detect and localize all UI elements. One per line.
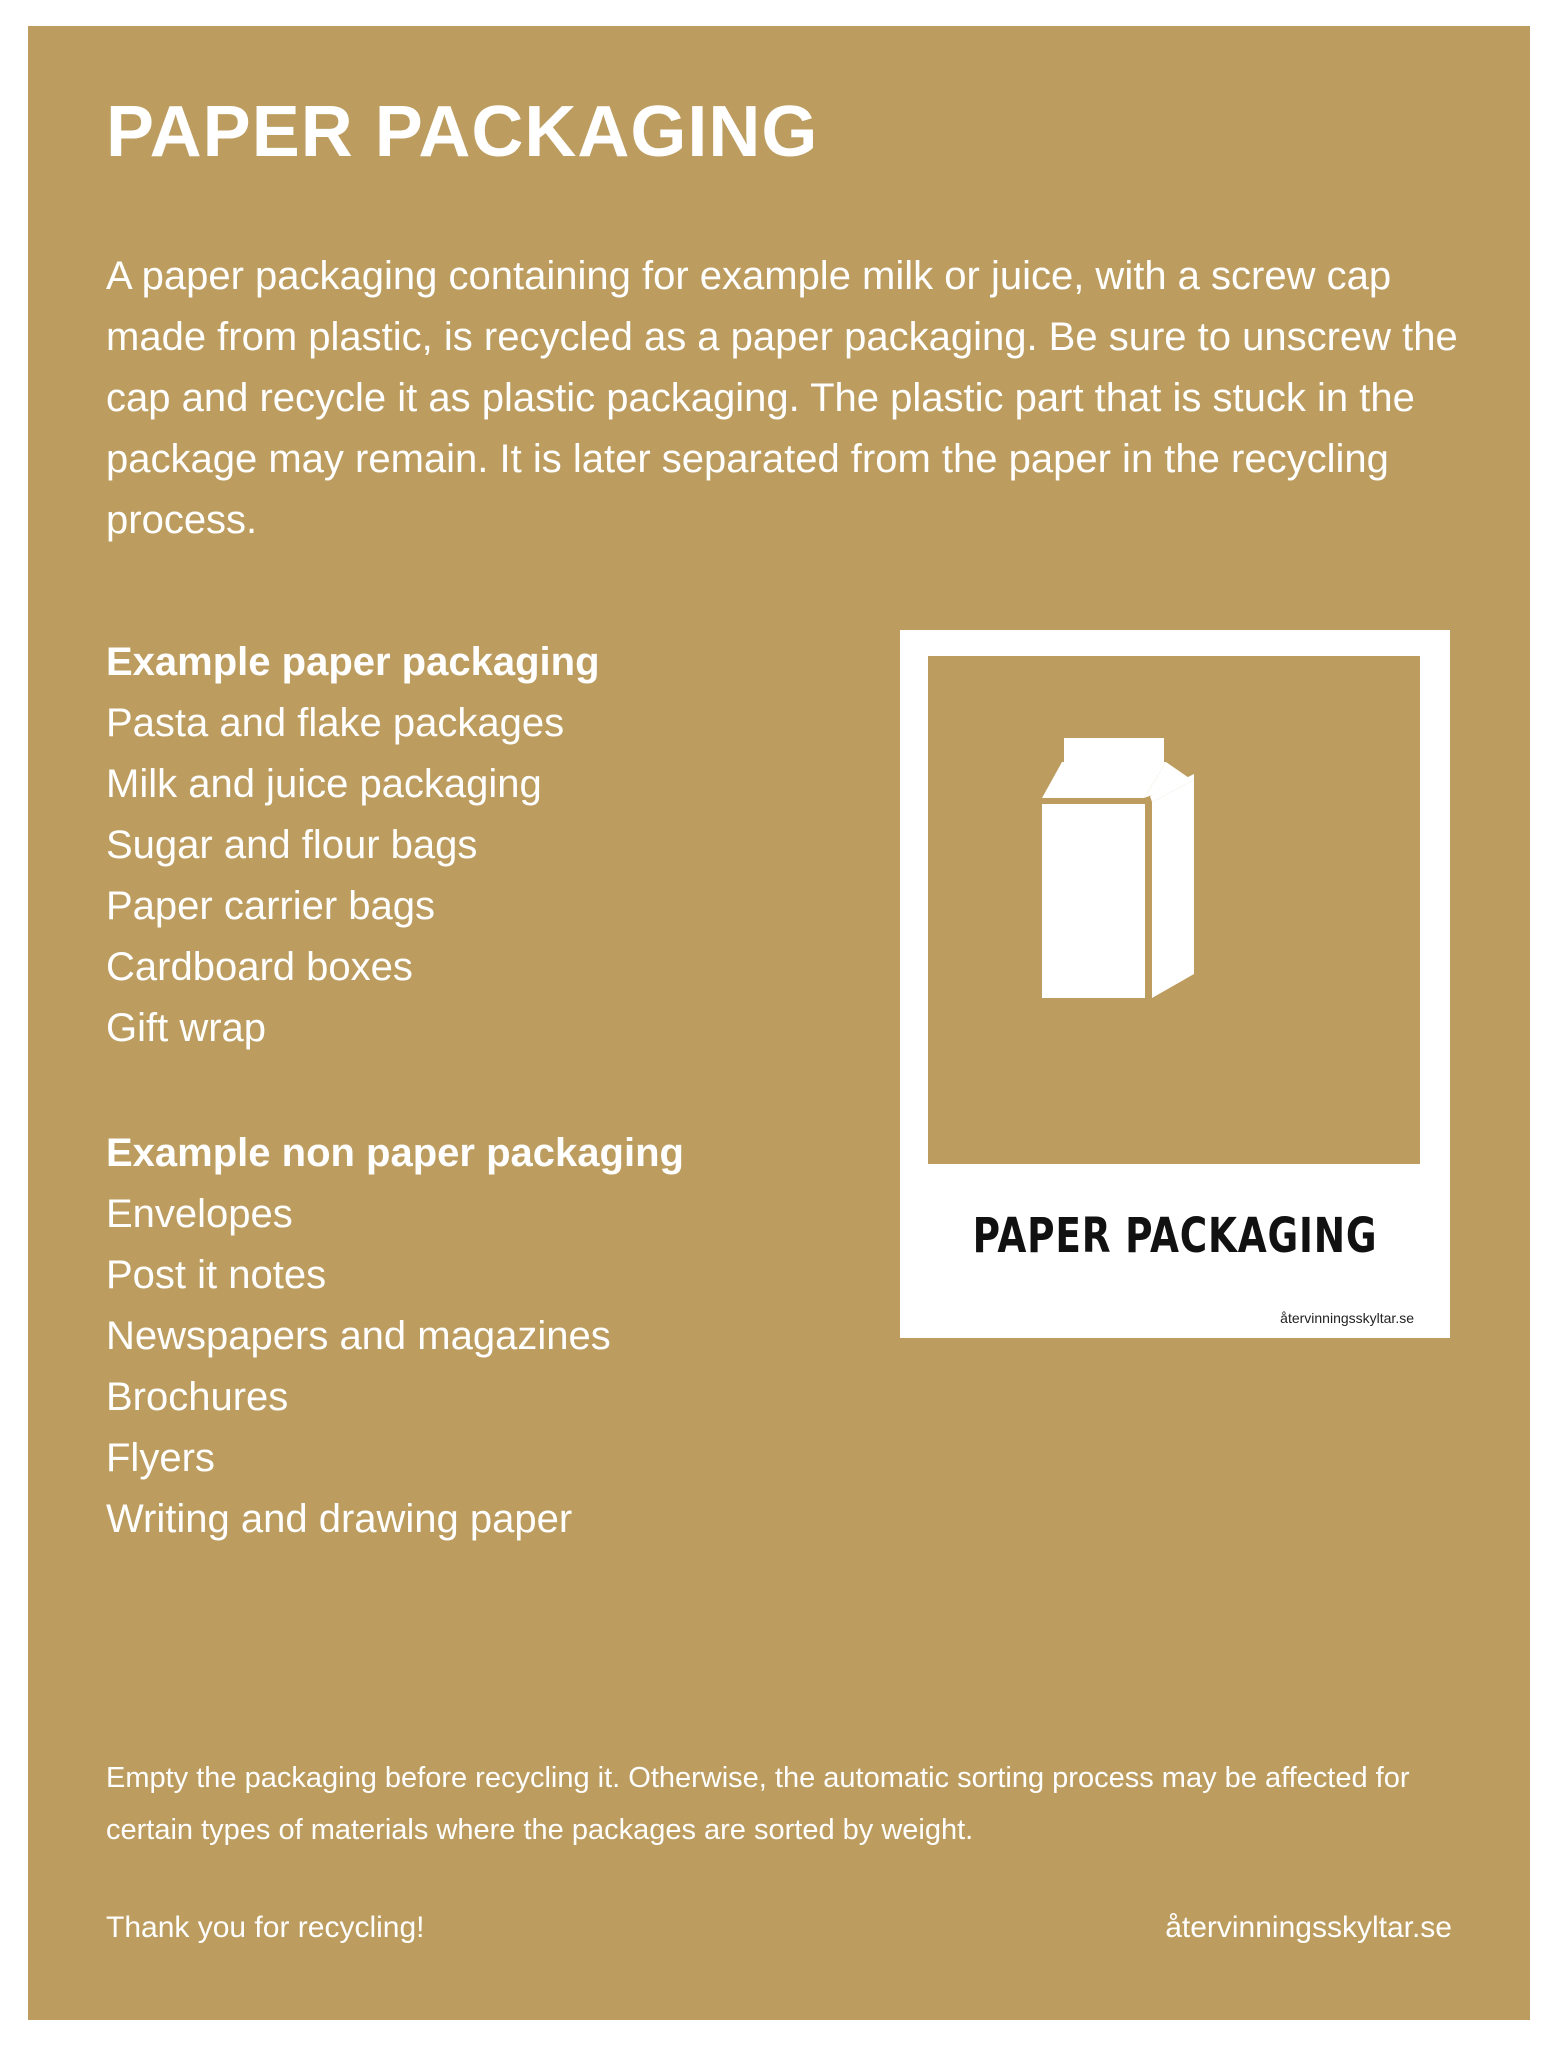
list-item: Paper carrier bags <box>106 884 436 928</box>
website-link[interactable]: återvinningsskyltar.se <box>1165 1911 1452 1944</box>
list-item: Writing and drawing paper <box>106 1497 573 1541</box>
list-item: Milk and juice packaging <box>106 762 542 806</box>
empty-packaging-note: Empty the packaging before recycling it. Otherwise, the automatic sorting process may be affected for certain types of materials where the packages are sorted by weight. <box>106 1762 1410 1846</box>
list-item: Gift wrap <box>106 1006 267 1050</box>
non-paper-examples-heading: Example non paper packaging <box>106 1131 684 1175</box>
sign-url: återvinningsskyltar.se <box>1280 1310 1414 1326</box>
non-paper-examples-list <box>106 1123 684 1550</box>
list-item: Pasta and flake packages <box>106 701 565 745</box>
intro-paragraph: A paper packaging containing for example milk or juice, with a screw cap made from plastic, is recycled as a paper packaging. Be sure to unscrew the cap and recycle it as plastic packaging. The plastic part that is stuck in the package may remain. It is later separated from the paper in the recycling process. <box>106 254 1458 542</box>
list-item: Cardboard boxes <box>106 945 413 989</box>
list-item: Brochures <box>106 1375 289 1419</box>
poster <box>28 26 1530 2020</box>
page-title: PAPER PACKAGING <box>106 92 819 172</box>
milk-carton-icon <box>928 656 1420 1164</box>
sign-label: PAPER PACKAGING <box>972 1208 1378 1264</box>
list-item: Flyers <box>106 1436 215 1480</box>
paper-examples-list <box>106 632 600 1059</box>
list-item: Post it notes <box>106 1253 327 1297</box>
thank-you-text: Thank you for recycling! <box>106 1911 425 1944</box>
sign-icon-panel <box>928 656 1420 1164</box>
paper-examples-heading: Example paper packaging <box>106 640 600 684</box>
recycling-sign <box>900 630 1450 1338</box>
list-item: Sugar and flour bags <box>106 823 478 867</box>
list-item: Newspapers and magazines <box>106 1314 611 1358</box>
list-item: Envelopes <box>106 1192 293 1236</box>
